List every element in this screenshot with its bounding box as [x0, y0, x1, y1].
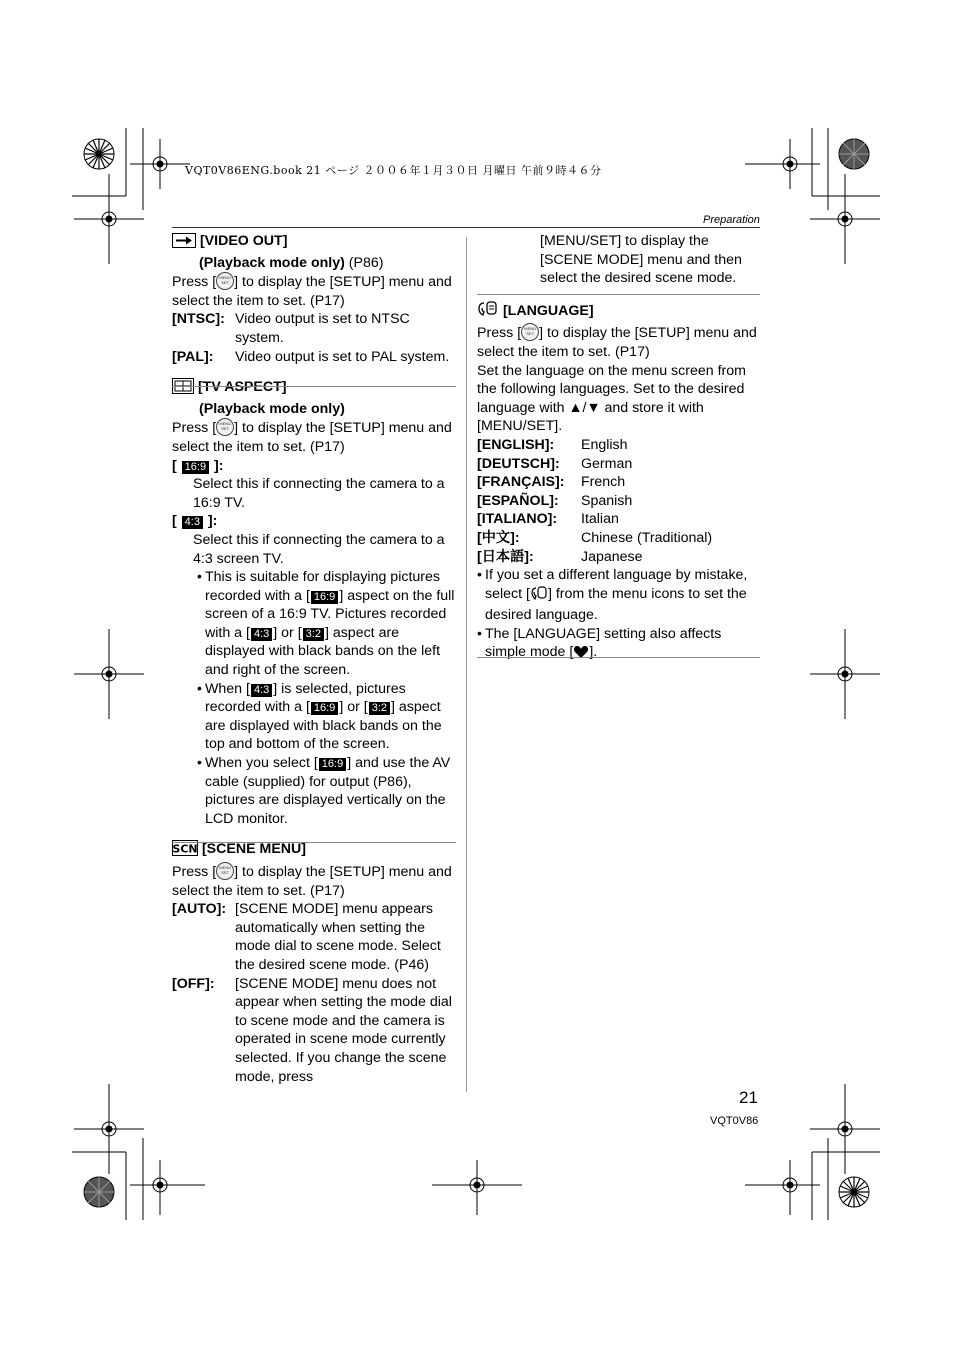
aspect-note-3: • When you select [ 16:9 ] and use the AV cable (supplied) for output (P86), pictures are displayed vertically on the LCD monitor. [172, 754, 456, 828]
scene-menu-icon [172, 840, 198, 862]
language-list [477, 436, 760, 566]
language-item: [ENGLISH]: English [477, 436, 628, 453]
aspect-4-3-icon: 4:3 [251, 684, 272, 697]
pal-row [172, 348, 456, 367]
aspect-16-9-desc: Select this if connecting the camera to a 16:9 TV. [193, 476, 445, 511]
press-text: ] to display the [SETUP] menu and select the item to set. (P17) [477, 325, 757, 360]
video-out-section [172, 232, 456, 366]
aspect-16-9-icon: 16:9 [182, 461, 209, 474]
right-column [477, 232, 760, 665]
svg-text:SCN: SCN [172, 842, 198, 856]
press-text: Press [ [172, 274, 217, 291]
print-header: VQT0V86ENG.book 21 ページ ２００６年１月３０日 月曜日 午前９時４６分 [185, 164, 602, 177]
auto-value: [SCENE MODE] menu appears automatically when setting the mode dial to scene mode. Select the desired scene mode. (P46) [235, 901, 441, 973]
divider [172, 842, 456, 843]
off-value-continued: [MENU/SET] to display the [SCENE MODE] menu and then select the desired scene mode. [540, 233, 742, 287]
language-note-2: • The [LANGUAGE] setting also affects simple mode [ ]. [477, 625, 760, 665]
page-code: VQT0V86 [710, 1115, 759, 1127]
off-row [172, 975, 456, 1087]
menu-set-button-icon [216, 862, 234, 880]
language-section [477, 300, 760, 665]
aspect-3-2-icon: 3:2 [303, 628, 324, 641]
section-tag: Preparation [703, 214, 760, 226]
ntsc-row [172, 310, 456, 347]
language-item: [中文]: Chinese (Traditional) [477, 529, 713, 546]
language-desc: Set the language on the menu screen from the following languages. Set to the desired language with ▲/▼ and store it with [MENU/SET]. [477, 362, 746, 435]
heart-icon [573, 645, 589, 665]
off-key: [OFF]: [172, 975, 215, 992]
pal-value: Video output is set to PAL system. [235, 348, 450, 365]
aspect-note-1: • This is suitable for displaying pictures recorded with a [ 16:9 ] aspect on the full screen of a 16:9 TV. Pictures recorded with a [ 4:3 ] or [ 3:2 ] aspect are displayed with black bands on the left and right of the screen. [172, 568, 456, 680]
aspect-3-2-icon: 3:2 [369, 702, 390, 715]
press-text: ] to display the [SETUP] menu and select the item to set. (P17) [172, 420, 452, 455]
pal-key: [PAL]: [172, 348, 214, 365]
scene-menu-section [172, 840, 456, 1086]
auto-key: [AUTO]: [172, 901, 227, 918]
tv-aspect-icon [172, 378, 194, 400]
language-item: [ESPAÑOL]: Spanish [477, 492, 633, 509]
ntsc-key: [NTSC]: [172, 311, 225, 328]
menu-set-button-icon [216, 272, 234, 290]
press-text: Press [ [172, 864, 217, 880]
aspect-16-9-icon: 16:9 [311, 591, 338, 604]
video-out-icon [172, 233, 196, 254]
language-icon [530, 585, 548, 607]
divider [172, 386, 456, 387]
column-divider [466, 237, 467, 1092]
aspect-note-2: • When [ 4:3 ] is selected, pictures recorded with a [ 16:9 ] or [ 3:2 ] aspect are displayed with black bands on the top and bottom of the screen. [172, 680, 456, 754]
aspect-4-3-icon: 4:3 [182, 516, 203, 529]
language-title: [LANGUAGE] [502, 302, 594, 319]
aspect-16-9-icon: 16:9 [319, 758, 346, 771]
press-text: Press [ [172, 420, 217, 437]
top-rule [172, 227, 760, 228]
divider [477, 657, 760, 658]
language-item: [FRANÇAIS]: French [477, 474, 626, 491]
language-item: [日本語]: Japanese [477, 548, 643, 565]
aspect-16-9-icon: 16:9 [311, 702, 338, 715]
aspect-4-3-desc: Select this if connecting the camera to a 4:3 screen TV. [193, 531, 445, 567]
ntsc-value: Video output is set to NTSC system. [235, 311, 410, 346]
press-text: ] to display the [SETUP] menu and select the item to set. (P17) [172, 274, 452, 309]
language-item: [DEUTSCH]: German [477, 455, 633, 472]
scene-menu-title: [SCENE MENU] [201, 841, 306, 858]
menu-set-button-icon [216, 418, 234, 436]
language-item: [ITALIANO]: Italian [477, 511, 619, 528]
aspect-4-3-icon: 4:3 [251, 628, 272, 641]
menu-set-button-icon [521, 323, 539, 341]
video-out-title: [VIDEO OUT] [199, 233, 288, 249]
tv-aspect-subtitle: (Playback mode only) [199, 400, 345, 417]
tv-aspect-title: [TV ASPECT] [197, 379, 287, 396]
left-column [172, 232, 456, 1086]
off-value: [SCENE MODE] menu does not appear when setting the mode dial to scene mode and the camera is operated in scene mode currently selected. If you change the scene mode, press [235, 975, 452, 1085]
auto-row [172, 900, 456, 974]
video-out-subtitle: (Playback mode only) [199, 254, 345, 271]
language-icon [477, 300, 499, 324]
press-text: Press [ [477, 325, 522, 342]
tv-aspect-section: [TV ASPECT] (Playback mode only) Press [MENU SET ] to display the [SETUP] menu and select the item to set. (P17) [ 16:9 ]: Select this if connecting the camera to a 16:9 TV. [ 4:3 ]: Select this if connecting the camera to a 4:3 screen TV. • This is suitable for displaying pictures recorded with a [ 16:9 ] aspect on the full screen of a 16:9 TV. Pictures recorded with a [ 4:3 ] or [ 3:2 ] aspect are displayed with black bands on the left and right of the screen. • When [ 4:3 ] is selected, pictures recorded with a [ 16:9 ] or [ 3:2 ] aspect are displayed with black bands on the top and bottom of the screen. • When you select [ 16:9 ] and use the AV cable (supplied) for output (P86), pictures are displayed vertically on the LCD monitor. [172, 378, 456, 828]
page-number: 21 [739, 1088, 758, 1107]
divider [477, 294, 760, 295]
press-text: ] to display the [SETUP] menu and select the item to set. (P17) [172, 864, 452, 899]
language-note-1: • If you set a different language by mistake, select [ ] from the menu icons to set the desired language. [477, 566, 760, 625]
video-out-ref: (P86) [344, 254, 384, 271]
